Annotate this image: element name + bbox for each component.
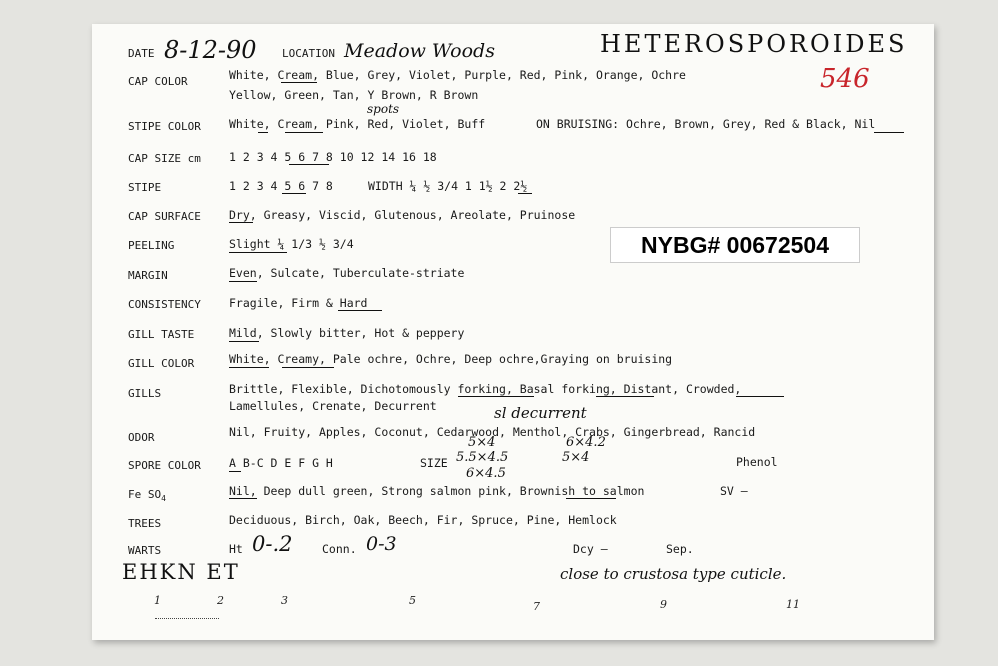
stipe-note: spots	[367, 102, 400, 116]
cap-color-options-1: White, Cream, Blue, Grey, Violet, Purple, Red, Pink, Orange, Ochre	[229, 68, 686, 82]
stipe-underline	[282, 193, 306, 194]
sep-label: Sep.	[666, 542, 694, 556]
peeling-label: PEELING	[128, 239, 175, 252]
bruising-options: ON BRUISING: Ochre, Brown, Grey, Red & Black, Nil	[536, 117, 876, 131]
trees-label: TREES	[128, 517, 162, 530]
cap-size-underline	[289, 164, 329, 165]
gill-taste-label: GILL TASTE	[128, 328, 195, 341]
trees-options: Deciduous, Birch, Oak, Beech, Fir, Spruce, Pine, Hemlock	[229, 513, 617, 527]
cap-color-label: CAP COLOR	[128, 75, 188, 88]
spore-size-4: 6×4.2	[566, 435, 606, 450]
spore-size-label: SIZE	[420, 456, 448, 470]
stipe-label: STIPE	[128, 181, 162, 194]
feso4-label: Fe $SO_4$	[128, 488, 166, 504]
dcy-label: Dcy —	[573, 542, 608, 556]
ruler-tick-5: 5	[409, 594, 416, 607]
firm-hard-underline	[338, 310, 382, 311]
gill-taste-options: Mild, Slowly bitter, Hot & peppery	[229, 326, 465, 340]
gill-color-options: White, Creamy, Pale ochre, Ochre, Deep ochre,Graying on bruising	[229, 352, 673, 366]
dichotomously-underline	[458, 396, 534, 397]
odor-options: Nil, Fruity, Apples, Coconut, Cedarwood, Menthol, Crabs, Gingerbread, Rancid	[229, 425, 756, 439]
gills-label: GILLS	[128, 387, 162, 400]
ruler-tick-9: 9	[660, 598, 667, 611]
ruler-tick-2: 2	[217, 594, 224, 607]
code-note: EHKN ET	[122, 560, 240, 584]
consistency-label: CONSISTENCY	[128, 298, 201, 311]
spore-size-3: 6×4.5	[466, 466, 506, 481]
cream-underline	[285, 132, 323, 133]
warts-conn-value: 0-3	[366, 533, 397, 555]
cap-surface-label: CAP SURFACE	[128, 210, 201, 223]
phenol-label: Phenol	[736, 455, 778, 469]
spore-size-5: 5×4	[562, 450, 590, 465]
slight-underline	[229, 252, 287, 253]
gill-color-label: GILL COLOR	[128, 357, 195, 370]
stipe-options: 1 2 3 4 5 6 7 8	[229, 179, 333, 193]
nil-underline	[874, 132, 904, 133]
brownish-underline	[566, 498, 616, 499]
spore-color-label: SPORE COLOR	[128, 459, 201, 472]
white-gill-underline	[229, 367, 269, 368]
spore-color-options: A B-C D E F G H	[229, 456, 333, 470]
warts-label: WARTS	[128, 544, 162, 557]
sv-label: SV —	[720, 484, 748, 498]
ruler-tick-3: 3	[281, 594, 288, 607]
stipe-color-options: White, Cream, Pink, Red, Violet, Buff	[229, 117, 486, 131]
stipe-width-options: WIDTH ¼ ½ 3/4 1 1½ 2 2½	[368, 179, 528, 193]
ruler-dots	[155, 618, 219, 619]
creamy-underline	[282, 367, 334, 368]
gills-options-1: Brittle, Flexible, Dichotomously forking, Basal forking, Distant, Crowded,	[229, 382, 742, 396]
odor-label: ODOR	[128, 431, 155, 444]
gills-options-2: Lamellules, Crenate, Decurrent	[229, 399, 437, 413]
spore-size-1: 5×4	[468, 435, 496, 450]
cream-circle-mark	[281, 82, 317, 83]
feso4-options: Nil, Deep dull green, Strong salmon pink, Brownish to salmon	[229, 484, 645, 498]
warts-conn-label: Conn.	[322, 542, 357, 556]
margin-label: MARGIN	[128, 269, 168, 282]
mild-underline	[229, 341, 259, 342]
spore-size-2: 5.5×4.5	[456, 450, 509, 465]
location-value: Meadow Woods	[344, 40, 495, 62]
nil-feso4-underline	[229, 498, 257, 499]
cuticle-note: close to crustosa type cuticle.	[560, 565, 787, 583]
peeling-options: Slight ¼ 1/3 ½ 3/4	[229, 237, 354, 251]
stipe-color-label: STIPE COLOR	[128, 120, 201, 133]
ruler-tick-11: 11	[786, 598, 800, 611]
basal-underline	[596, 396, 654, 397]
cap-color-options-2: Yellow, Green, Tan, Y Brown, R Brown	[229, 88, 479, 102]
ruler-tick-1: 1	[154, 594, 161, 607]
warts-ht-value: 0-.2	[252, 532, 293, 556]
date-label: DATE	[128, 47, 155, 60]
cap-size-label: CAP SIZE cm	[128, 152, 201, 165]
gills-note: sl decurrent	[494, 404, 587, 422]
margin-options: Even, Sulcate, Tuberculate-striate	[229, 266, 465, 280]
dry-underline	[229, 222, 253, 223]
cap-surface-options: Dry, Greasy, Viscid, Glutenous, Areolate, Pruinose	[229, 208, 576, 222]
width-underline	[518, 193, 532, 194]
crowded-underline	[736, 396, 784, 397]
collection-number: 546	[820, 64, 870, 94]
white-underline	[258, 132, 268, 133]
location-label: LOCATION	[282, 47, 335, 60]
nybg-barcode-number: NYBG# 00672504	[610, 227, 860, 263]
ruler-tick-7: 7	[533, 600, 540, 613]
even-underline	[229, 281, 257, 282]
date-value: 8-12-90	[164, 36, 257, 64]
warts-ht-label: Ht	[229, 542, 243, 556]
species-name: HETEROSPOROIDES	[600, 30, 908, 58]
cap-size-options: 1 2 3 4 5 6 7 8 10 12 14 16 18	[229, 150, 437, 164]
spore-a-underline	[229, 471, 241, 472]
consistency-options: Fragile, Firm & Hard	[229, 296, 368, 310]
